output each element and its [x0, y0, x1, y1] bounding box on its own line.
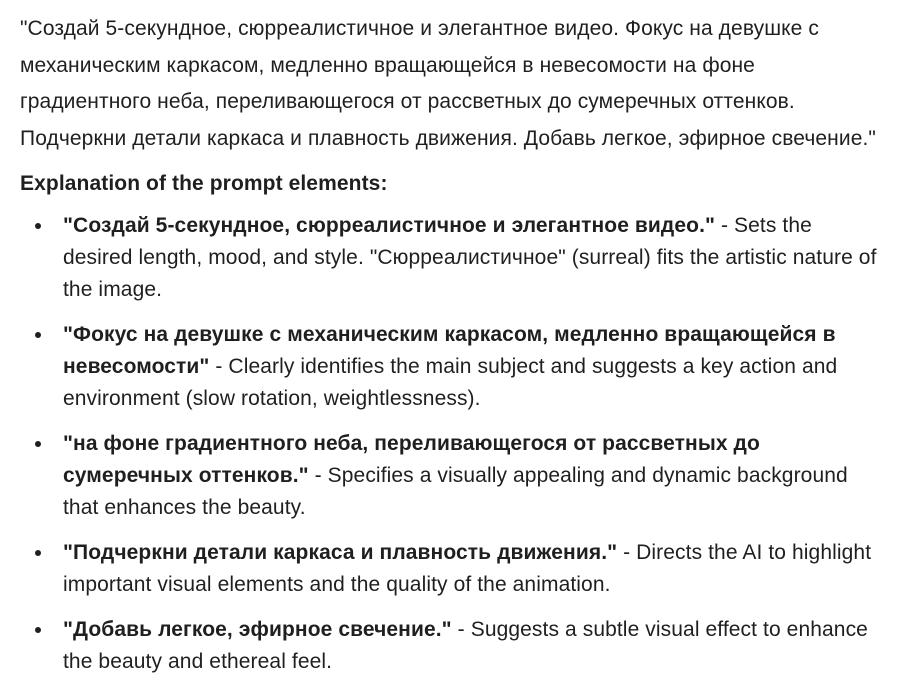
explanation-item-text: - Clearly identifies the main subject and suggests a key action and environment (slow rotation, weightlessness). [63, 355, 838, 410]
explanation-item-text: - Specifies a visually appealing and dynamic background that enhances the beauty. [63, 464, 848, 519]
bullet-dot-icon [35, 627, 41, 633]
bullet-dot-icon [35, 332, 41, 338]
explanation-item [63, 428, 878, 524]
explanation-item-quote: "Создай 5-секундное, сюрреалистичное и элегантное видео." [63, 214, 716, 237]
explanation-item-quote: "Фокус на девушке с механическим каркасом, медленно вращающейся в невесомости" [63, 323, 836, 378]
explanation-item-quote: "Добавь легкое, эфирное свечение." [63, 618, 452, 641]
explanation-item-text: - Directs the AI to highlight important visual elements and the quality of the animation. [63, 541, 872, 596]
explanation-item-quote: "Подчеркни детали каркаса и плавность движения." [63, 541, 618, 564]
explanation-item-text: - Sets the desired length, mood, and style. "Сюрреалистичное" (surreal) fits the artistic nature of the image. [63, 214, 877, 301]
bullet-dot-icon [35, 441, 41, 447]
explanation-heading: Explanation of the prompt elements: [20, 172, 388, 195]
explanation-item-text: - Suggests a subtle visual effect to enhance the beauty and ethereal feel. [63, 618, 868, 673]
explanation-item [63, 319, 878, 415]
bullet-dot-icon [35, 550, 41, 556]
prompt-quote-paragraph: "Создай 5-секундное, сюрреалистичное и элегантное видео. Фокус на девушке с механическим каркасом, медленно вращающейся в невесомости на фоне градиентного неба, переливающегося от рассветных до сумеречных оттенков. Подчеркни детали каркаса и плавность движения. Добавь легкое, эфирное свечение." [20, 17, 876, 150]
bullet-dot-icon [35, 223, 41, 229]
explanation-item [63, 210, 878, 306]
explanation-item [63, 537, 878, 601]
explanation-list [20, 210, 878, 678]
explanation-item-quote: "на фоне градиентного неба, переливающегося от рассветных до сумеречных оттенков." [63, 432, 760, 487]
explanation-item [63, 614, 878, 678]
